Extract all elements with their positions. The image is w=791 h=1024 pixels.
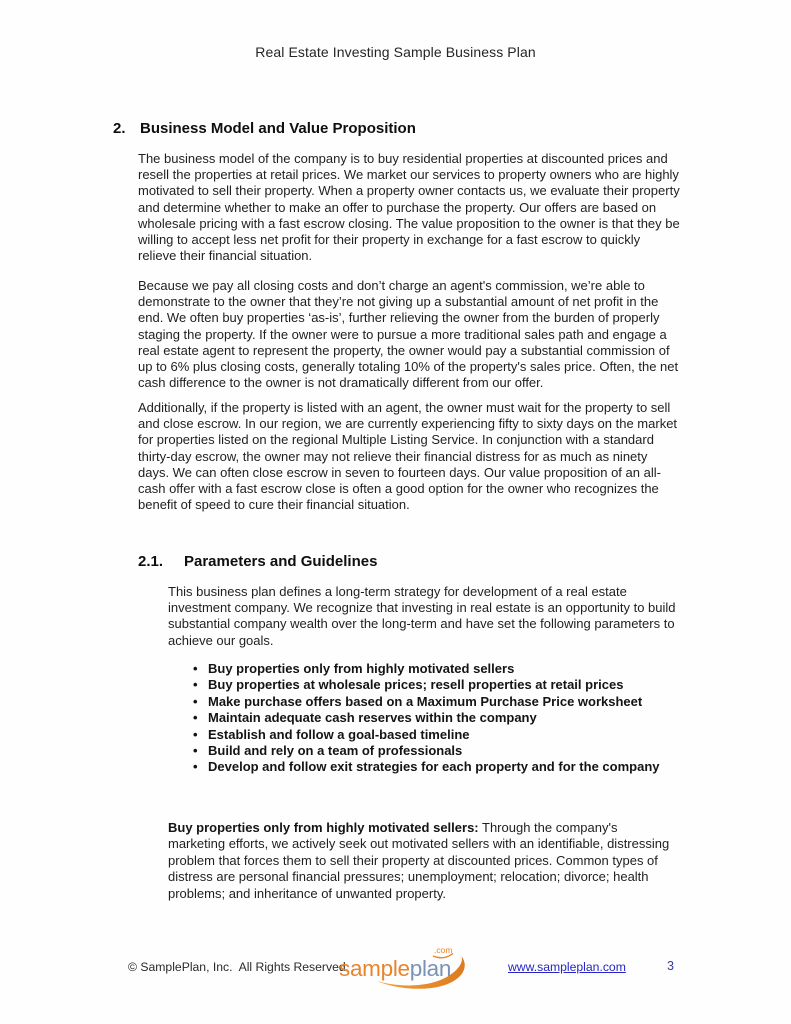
logo-tld: .com xyxy=(434,945,453,955)
paragraph-business-model-3: Additionally, if the property is listed with an agent, the owner must wait for the property to sell and close escrow. In our region, we are currently experiencing fifty to sixty days on the market for properties listed on the regional Multiple Listing Service. In conjunction with a standard thirty-day escrow, the owner may not relieve their financial distress for as much as ninety days. We can often close escrow in seven to fourteen days. Our value proposition of an all-cash offer with a fast escrow close is often a good option for the owner who recognizes the benefit of speed to cure their financial situation. xyxy=(138,400,678,513)
bullet-detail-lead: Buy properties only from highly motivated sellers: xyxy=(168,820,479,835)
list-item: • Make purchase offers based on a Maximum Purchase Price worksheet xyxy=(192,694,674,710)
logo-word-sample: sample xyxy=(339,956,410,981)
list-item: • Establish and follow a goal-based timeline xyxy=(192,727,674,743)
paragraph-parameters-intro: This business plan defines a long-term strategy for development of a real estate investment company. We recognize that investing in real estate is an opportunity to build substantial company wealth over the long-term and have set the following parameters to achieve our goals. xyxy=(168,584,676,648)
list-item: • Develop and follow exit strategies for each property and for the company xyxy=(192,759,674,775)
list-item: • Buy properties at wholesale prices; resell properties at retail prices xyxy=(192,677,674,693)
sampleplan-logo xyxy=(337,942,475,990)
paragraph-business-model-2: Because we pay all closing costs and don’t charge an agent's commission, we’re able to demonstrate to the owner that they’re not giving up a substantial amount of net profit in the end. We often buy properties ‘as-is’, further relieving the owner from the burden of properly staging the property. If the owner were to pursue a more traditional sales path and engage a real estate agent to represent the property, the owner would pay a substantial commission of up to 6% plus closing costs, generally totaling 10% of the property's sales price. Often, the net cash difference to the owner is not dramatically different from our offer. xyxy=(138,278,679,391)
subsection-number: 2.1. xyxy=(138,553,164,570)
logo-word-plan: plan xyxy=(409,956,452,981)
paragraph-business-model-1: The business model of the company is to buy residential properties at discounted prices and resell the properties at retail prices. We market our services to property owners who are highly motivated to sell their property. When a property owner contacts us, we evaluate their property and determine whether to make an offer to purchase the property. Our offers are based on wholesale pricing with a fast escrow closing. The value proposition to the owner is that they be willing to accept less net profit for their property in exchange for a fast escrow to quickly relieve their financial situation. xyxy=(138,151,680,264)
paragraph-bullet-detail xyxy=(168,820,674,902)
subsection-heading xyxy=(138,553,377,570)
website-link[interactable]: www.sampleplan.com xyxy=(508,960,626,974)
page-number: 3 xyxy=(667,959,675,973)
logo-wordmark xyxy=(339,956,451,981)
bullet-detail-body: Through the company's marketing efforts, we actively seek out motivated sellers with an identifiable, distressing problem that forces them to sell their property at discounted prices. Common types of distress are personal financial pressures; unemployment; relocation; divorce; health problems; and inheritance of unwanted property. xyxy=(168,820,670,901)
document-title: Real Estate Investing Sample Business Plan xyxy=(255,44,536,60)
section-heading xyxy=(113,120,416,137)
copyright-text: © SamplePlan, Inc. All Rights Reserved. xyxy=(128,960,350,974)
subsection-title: Parameters and Guidelines xyxy=(184,553,378,570)
list-item: • Build and rely on a team of professionals xyxy=(192,743,674,759)
guidelines-list xyxy=(192,661,674,776)
list-item: • Buy properties only from highly motivated sellers xyxy=(192,661,674,677)
list-item: • Maintain adequate cash reserves within the company xyxy=(192,710,674,726)
section-title: Business Model and Value Proposition xyxy=(140,120,416,137)
section-number: 2. xyxy=(113,120,126,137)
